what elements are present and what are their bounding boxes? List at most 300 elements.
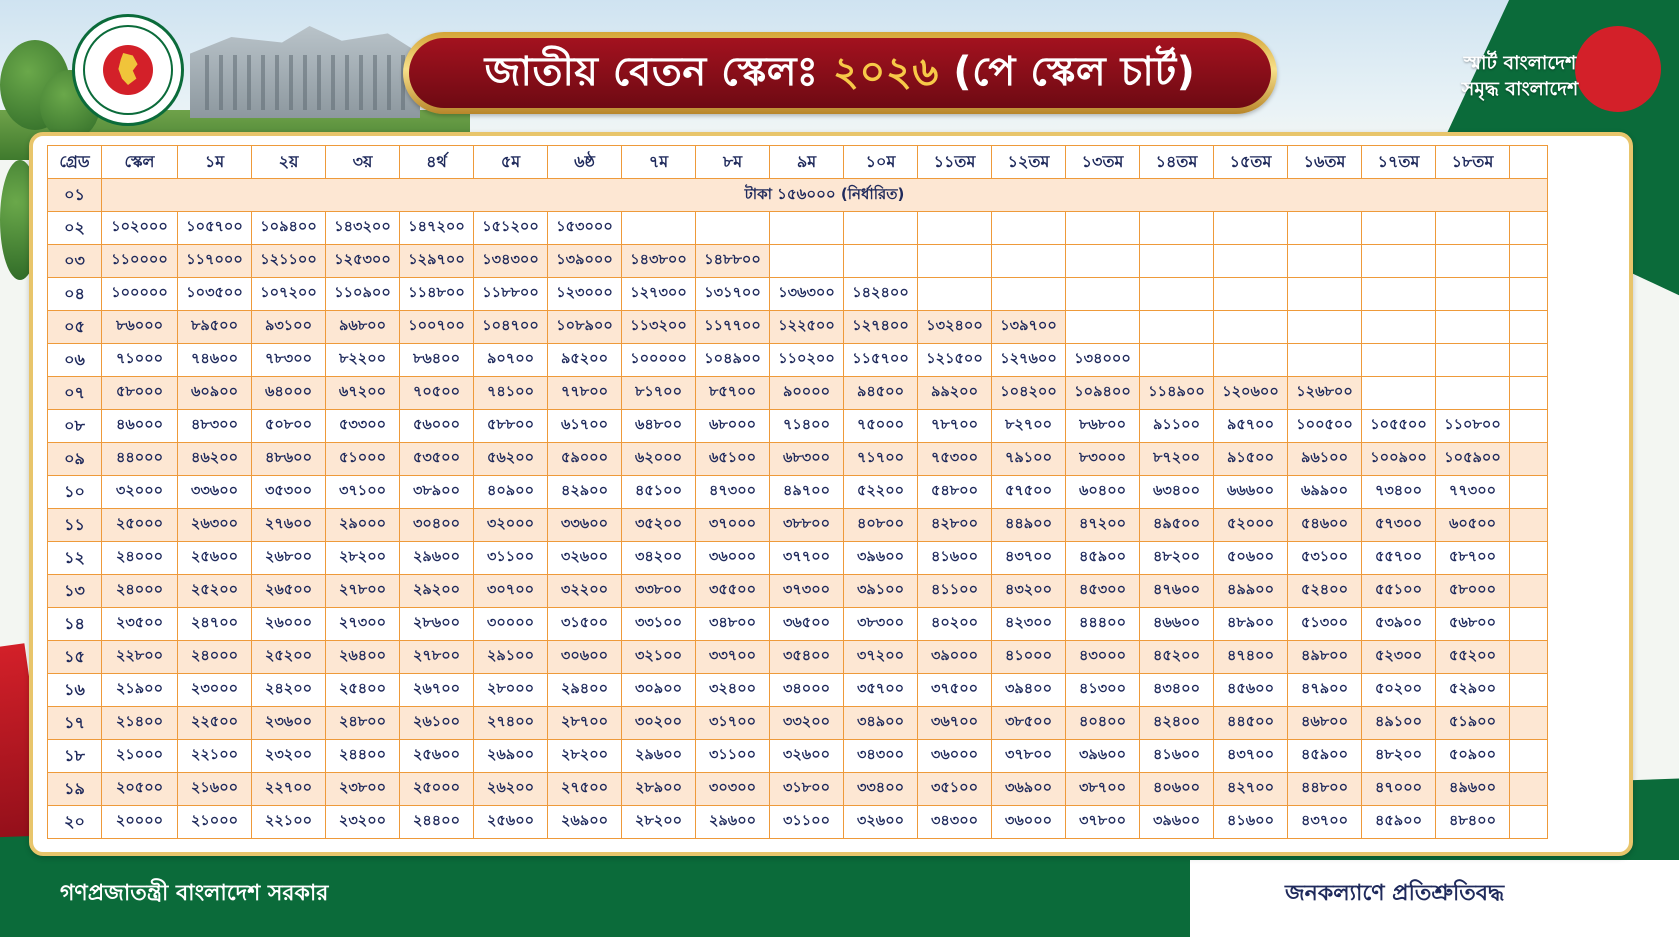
salary-cell: ২৯০০০ bbox=[326, 509, 400, 542]
salary-cell: ১২২৫০০ bbox=[770, 311, 844, 344]
empty-cell bbox=[1288, 344, 1362, 377]
salary-cell: ৪৫৯০০ bbox=[1362, 806, 1436, 839]
empty-cell bbox=[1362, 377, 1436, 410]
salary-cell: ৩৩৮০০ bbox=[622, 575, 696, 608]
salary-cell: ২৮০০০ bbox=[474, 674, 548, 707]
salary-cell: ৩০৬০০ bbox=[548, 641, 622, 674]
salary-cell: ৫৮০০০ bbox=[1436, 575, 1510, 608]
slogan bbox=[1430, 50, 1610, 102]
column-header: ৬ষ্ঠ bbox=[548, 146, 622, 179]
table-row bbox=[48, 575, 1548, 608]
salary-cell: ৪৮৯০০ bbox=[1214, 608, 1288, 641]
salary-cell: ৩৮৮০০ bbox=[770, 509, 844, 542]
salary-cell: ৪২৮০০ bbox=[918, 509, 992, 542]
empty-cell bbox=[918, 278, 992, 311]
empty-cell bbox=[1510, 443, 1548, 476]
salary-cell: ৯৪৫০০ bbox=[844, 377, 918, 410]
salary-cell: ৪০৪০০ bbox=[1066, 707, 1140, 740]
empty-cell bbox=[844, 212, 918, 245]
table-row bbox=[48, 311, 1548, 344]
table-row bbox=[48, 674, 1548, 707]
empty-cell bbox=[1288, 212, 1362, 245]
salary-cell: ২৭৪০০ bbox=[474, 707, 548, 740]
salary-cell: ৩৭৮০০ bbox=[992, 740, 1066, 773]
salary-cell: ১৩৯৭০০ bbox=[992, 311, 1066, 344]
empty-cell bbox=[1066, 245, 1140, 278]
salary-cell: ১৩২৪০০ bbox=[918, 311, 992, 344]
salary-cell: ৩০৭০০ bbox=[474, 575, 548, 608]
empty-cell bbox=[1510, 542, 1548, 575]
salary-cell: ৩৫৭০০ bbox=[844, 674, 918, 707]
salary-cell: ৯৯২০০ bbox=[918, 377, 992, 410]
column-header: ২য় bbox=[252, 146, 326, 179]
salary-cell: ৪৮৩০০ bbox=[178, 410, 252, 443]
empty-cell bbox=[1436, 344, 1510, 377]
salary-cell: ৪৯৭০০ bbox=[770, 476, 844, 509]
salary-cell: ৩৩২০০ bbox=[770, 707, 844, 740]
column-header: ১৪তম bbox=[1140, 146, 1214, 179]
salary-cell: ২১৪০০ bbox=[102, 707, 178, 740]
column-header: ৫ম bbox=[474, 146, 548, 179]
salary-cell: ৪৯১০০ bbox=[1362, 707, 1436, 740]
grade-cell: ১৩ bbox=[48, 575, 102, 608]
salary-cell: ২৫৬০০ bbox=[474, 806, 548, 839]
salary-cell: ৫২২০০ bbox=[844, 476, 918, 509]
title-prefix: জাতীয় বেতন স্কেলঃ bbox=[484, 48, 833, 95]
salary-cell: ৩২২০০ bbox=[548, 575, 622, 608]
empty-cell bbox=[1510, 608, 1548, 641]
salary-cell: ১২৭৬০০ bbox=[992, 344, 1066, 377]
salary-cell: ২৩৫০০ bbox=[102, 608, 178, 641]
salary-cell: ৯৫৭০০ bbox=[1214, 410, 1288, 443]
empty-cell bbox=[1510, 509, 1548, 542]
salary-cell: ১২৩০০০ bbox=[548, 278, 622, 311]
salary-cell: ২২১০০ bbox=[252, 806, 326, 839]
salary-cell: ৪১৬০০ bbox=[918, 542, 992, 575]
salary-cell: ৩৪৯০০ bbox=[844, 707, 918, 740]
salary-cell: ৪৪৮০০ bbox=[1288, 773, 1362, 806]
salary-cell: ৪৯৬০০ bbox=[1436, 773, 1510, 806]
salary-cell: ৫৫৭০০ bbox=[1362, 542, 1436, 575]
title-year: ২০২৬ bbox=[832, 48, 939, 95]
salary-cell: ৪২৪০০ bbox=[1140, 707, 1214, 740]
salary-cell: ৩২৬০০ bbox=[548, 542, 622, 575]
title-banner-inner bbox=[409, 38, 1271, 108]
grade-cell: ২০ bbox=[48, 806, 102, 839]
salary-cell: ৩০৪০০ bbox=[400, 509, 474, 542]
salary-cell: ২৮৭০০ bbox=[548, 707, 622, 740]
grade-cell: ০৩ bbox=[48, 245, 102, 278]
empty-cell bbox=[1362, 212, 1436, 245]
salary-cell: ২৫৬০০ bbox=[178, 542, 252, 575]
salary-cell: ১০০৯০০ bbox=[1362, 443, 1436, 476]
salary-cell: ৭৪৬০০ bbox=[178, 344, 252, 377]
salary-cell: ৭১৪০০ bbox=[770, 410, 844, 443]
empty-cell bbox=[1510, 278, 1548, 311]
salary-cell: ২৫২০০ bbox=[252, 641, 326, 674]
salary-cell: ৫৬৮০০ bbox=[1436, 608, 1510, 641]
salary-cell: ১২৯৭০০ bbox=[400, 245, 474, 278]
empty-cell bbox=[1362, 311, 1436, 344]
salary-cell: ২৪০০০ bbox=[178, 641, 252, 674]
grade-cell: ১৯ bbox=[48, 773, 102, 806]
salary-cell: ১১০২০০ bbox=[770, 344, 844, 377]
empty-cell bbox=[1140, 278, 1214, 311]
salary-cell: ৩৯৬০০ bbox=[844, 542, 918, 575]
salary-cell: ২৪২০০ bbox=[252, 674, 326, 707]
salary-cell: ৩৬০০০ bbox=[992, 806, 1066, 839]
salary-cell: ৪৭৬০০ bbox=[1140, 575, 1214, 608]
salary-cell: ২৬১০০ bbox=[400, 707, 474, 740]
salary-cell: ৪৪০০০ bbox=[102, 443, 178, 476]
salary-cell: ৩৪০০০ bbox=[770, 674, 844, 707]
column-header: ১৫তম bbox=[1214, 146, 1288, 179]
salary-cell: ৬৪০০০ bbox=[252, 377, 326, 410]
empty-cell bbox=[1288, 311, 1362, 344]
salary-cell: ২৪৪০০ bbox=[326, 740, 400, 773]
grade-cell: ১১ bbox=[48, 509, 102, 542]
salary-cell: ২৯১০০ bbox=[474, 641, 548, 674]
salary-cell: ৬৮৩০০ bbox=[770, 443, 844, 476]
salary-cell: ৫৮৭০০ bbox=[1436, 542, 1510, 575]
table-row bbox=[48, 806, 1548, 839]
salary-cell: ২২৭০০ bbox=[252, 773, 326, 806]
salary-cell: ২৪৪০০ bbox=[400, 806, 474, 839]
salary-cell: ৩৫২০০ bbox=[622, 509, 696, 542]
empty-cell bbox=[1066, 278, 1140, 311]
salary-cell: ২৬২০০ bbox=[474, 773, 548, 806]
grade-cell: ০৭ bbox=[48, 377, 102, 410]
salary-cell: ৩৭৫০০ bbox=[918, 674, 992, 707]
salary-cell: ১০০৭০০ bbox=[400, 311, 474, 344]
column-header: ১৩তম bbox=[1066, 146, 1140, 179]
salary-cell: ১৪৩৮০০ bbox=[622, 245, 696, 278]
grade-cell: ১৮ bbox=[48, 740, 102, 773]
salary-cell: ১৪৭২০০ bbox=[400, 212, 474, 245]
salary-cell: ২৩০০০ bbox=[178, 674, 252, 707]
salary-cell: ৫২৪০০ bbox=[1288, 575, 1362, 608]
empty-cell bbox=[1066, 311, 1140, 344]
salary-cell: ৩১১০০ bbox=[474, 542, 548, 575]
salary-cell: ৪৭৯০০ bbox=[1288, 674, 1362, 707]
table-row bbox=[48, 212, 1548, 245]
salary-cell: ৫৩৩০০ bbox=[326, 410, 400, 443]
grade-cell: ১৬ bbox=[48, 674, 102, 707]
salary-cell: ৭১০০০ bbox=[102, 344, 178, 377]
salary-cell: ৪৫২০০ bbox=[1140, 641, 1214, 674]
salary-cell: ৪৬৬০০ bbox=[1140, 608, 1214, 641]
salary-cell: ৬২০০০ bbox=[622, 443, 696, 476]
salary-cell: ১২১১০০ bbox=[252, 245, 326, 278]
empty-cell bbox=[1510, 806, 1548, 839]
salary-cell: ২৯৬০০ bbox=[696, 806, 770, 839]
salary-cell: ১২৫৩০০ bbox=[326, 245, 400, 278]
salary-cell: ২২১০০ bbox=[178, 740, 252, 773]
salary-cell: ২৮৯০০ bbox=[622, 773, 696, 806]
salary-cell: ৫৭৫০০ bbox=[992, 476, 1066, 509]
salary-cell: ১০০০০০ bbox=[102, 278, 178, 311]
table-row bbox=[48, 608, 1548, 641]
salary-cell: ৩৭৮০০ bbox=[1066, 806, 1140, 839]
empty-cell bbox=[1510, 377, 1548, 410]
salary-cell: ৪৩৭০০ bbox=[992, 542, 1066, 575]
empty-cell bbox=[1214, 212, 1288, 245]
empty-cell bbox=[770, 212, 844, 245]
grade-cell: ০২ bbox=[48, 212, 102, 245]
table-row bbox=[48, 344, 1548, 377]
salary-cell: ৫৪৬০০ bbox=[1288, 509, 1362, 542]
salary-cell: ৩৯৬০০ bbox=[1140, 806, 1214, 839]
empty-cell bbox=[1214, 278, 1288, 311]
table-header-row bbox=[48, 146, 1548, 179]
salary-cell: ৪৯৯০০ bbox=[1214, 575, 1288, 608]
salary-cell: ১০৯৪০০ bbox=[252, 212, 326, 245]
salary-cell: ৪৮৬০০ bbox=[252, 443, 326, 476]
salary-cell: ২৬৭০০ bbox=[400, 674, 474, 707]
empty-cell bbox=[1510, 575, 1548, 608]
empty-cell bbox=[1436, 212, 1510, 245]
salary-cell: ৭১৭০০ bbox=[844, 443, 918, 476]
salary-cell: ২৭৮০০ bbox=[400, 641, 474, 674]
salary-cell: ৩৭১০০ bbox=[326, 476, 400, 509]
salary-cell: ৩০৯০০ bbox=[622, 674, 696, 707]
salary-cell: ৭৭৮০০ bbox=[548, 377, 622, 410]
column-header: ৪র্থ bbox=[400, 146, 474, 179]
salary-cell: ৫০২০০ bbox=[1362, 674, 1436, 707]
salary-cell: ১৪৩২০০ bbox=[326, 212, 400, 245]
grade-cell: ০৫ bbox=[48, 311, 102, 344]
salary-cell: ১০৫৭০০ bbox=[178, 212, 252, 245]
salary-cell: ৩৩৬০০ bbox=[548, 509, 622, 542]
empty-cell bbox=[1288, 278, 1362, 311]
salary-cell: ২১০০০ bbox=[102, 740, 178, 773]
column-header bbox=[1510, 146, 1548, 179]
grade-cell: ০৯ bbox=[48, 443, 102, 476]
salary-cell: ২০৫০০ bbox=[102, 773, 178, 806]
salary-cell: ৯০০০০ bbox=[770, 377, 844, 410]
table-row bbox=[48, 641, 1548, 674]
empty-cell bbox=[1140, 212, 1214, 245]
salary-cell: ১২৬৮০০ bbox=[1288, 377, 1362, 410]
salary-cell: ৩৪৮০০ bbox=[696, 608, 770, 641]
empty-cell bbox=[1436, 377, 1510, 410]
salary-cell: ৪২৩০০ bbox=[992, 608, 1066, 641]
salary-cell: ১০৪৭০০ bbox=[474, 311, 548, 344]
salary-cell: ৫২৩০০ bbox=[1362, 641, 1436, 674]
salary-cell: ৩৩১০০ bbox=[622, 608, 696, 641]
empty-cell bbox=[1362, 344, 1436, 377]
column-header: ১৮তম bbox=[1436, 146, 1510, 179]
salary-cell: ৫৩৫০০ bbox=[400, 443, 474, 476]
salary-cell: ৮৬৪০০ bbox=[400, 344, 474, 377]
salary-cell: ১৩৯০০০ bbox=[548, 245, 622, 278]
salary-cell: ৩৮৯০০ bbox=[400, 476, 474, 509]
salary-cell: ৫২০০০ bbox=[1214, 509, 1288, 542]
empty-cell bbox=[992, 212, 1066, 245]
salary-cell: ৩৬০০০ bbox=[696, 542, 770, 575]
salary-cell: ৮৯৫০০ bbox=[178, 311, 252, 344]
salary-cell: ৪৭৩০০ bbox=[696, 476, 770, 509]
salary-cell: ৩৫১০০ bbox=[918, 773, 992, 806]
salary-cell: ২৮২০০ bbox=[326, 542, 400, 575]
salary-cell: ৯৬৮০০ bbox=[326, 311, 400, 344]
salary-cell: ২১৯০০ bbox=[102, 674, 178, 707]
salary-cell: ৪৭০০০ bbox=[1362, 773, 1436, 806]
empty-cell bbox=[918, 245, 992, 278]
salary-cell: ২৩৬০০ bbox=[252, 707, 326, 740]
salary-cell: ৪৮২০০ bbox=[1140, 542, 1214, 575]
salary-cell: ১০২০০০ bbox=[102, 212, 178, 245]
salary-cell: ১২০৬০০ bbox=[1214, 377, 1288, 410]
salary-cell: ১০৫৫০০ bbox=[1362, 410, 1436, 443]
empty-cell bbox=[1510, 707, 1548, 740]
slogan-line-1: স্মার্ট বাংলাদেশ bbox=[1463, 52, 1577, 74]
column-header: ১০ম bbox=[844, 146, 918, 179]
salary-cell: ১০৫৯০০ bbox=[1436, 443, 1510, 476]
salary-cell: ৫৩১০০ bbox=[1288, 542, 1362, 575]
salary-cell: ২৬৮০০ bbox=[252, 542, 326, 575]
salary-cell: ১০৩৫০০ bbox=[178, 278, 252, 311]
empty-cell bbox=[1510, 311, 1548, 344]
salary-cell: ১২৭৪০০ bbox=[844, 311, 918, 344]
salary-cell: ৭৯১০০ bbox=[992, 443, 1066, 476]
salary-cell: ৫৭৩০০ bbox=[1362, 509, 1436, 542]
salary-cell: ১২১৫০০ bbox=[918, 344, 992, 377]
salary-cell: ৬৫১০০ bbox=[696, 443, 770, 476]
salary-cell: ৪০২০০ bbox=[918, 608, 992, 641]
empty-cell bbox=[1436, 245, 1510, 278]
salary-cell: ৫৮৮০০ bbox=[474, 410, 548, 443]
column-header: ১ম bbox=[178, 146, 252, 179]
salary-cell: ২২৫০০ bbox=[178, 707, 252, 740]
salary-cell: ৩৯০০০ bbox=[918, 641, 992, 674]
salary-cell: ৩৬৯০০ bbox=[992, 773, 1066, 806]
table-row bbox=[48, 476, 1548, 509]
salary-cell: ২৫০০০ bbox=[102, 509, 178, 542]
salary-cell: ৪১১০০ bbox=[918, 575, 992, 608]
salary-cell: ১১৮৮০০ bbox=[474, 278, 548, 311]
salary-cell: ৫৬০০০ bbox=[400, 410, 474, 443]
salary-cell: ৬৭২০০ bbox=[326, 377, 400, 410]
title-suffix: (পে স্কেল চার্ট) bbox=[938, 48, 1196, 95]
salary-cell: ৪৫৬০০ bbox=[1214, 674, 1288, 707]
salary-cell: ৮৩০০০ bbox=[1066, 443, 1140, 476]
salary-cell: ১০০০০০ bbox=[622, 344, 696, 377]
column-header: গ্রেড bbox=[48, 146, 102, 179]
empty-cell bbox=[1436, 311, 1510, 344]
salary-cell: ৯১৫০০ bbox=[1214, 443, 1288, 476]
empty-cell bbox=[1510, 773, 1548, 806]
salary-cell: ৪১৩০০ bbox=[1066, 674, 1140, 707]
salary-cell: ৬০৯০০ bbox=[178, 377, 252, 410]
salary-cell: ৪৫৩০০ bbox=[1066, 575, 1140, 608]
fixed-salary-cell: টাকা ১৫৬০০০ (নির্ধারিত) bbox=[102, 179, 1548, 212]
salary-cell: ৩০০০০ bbox=[474, 608, 548, 641]
salary-cell: ৩৭০০০ bbox=[696, 509, 770, 542]
empty-cell bbox=[1510, 641, 1548, 674]
salary-cell: ৪৩০০০ bbox=[1066, 641, 1140, 674]
salary-cell: ২৭৮০০ bbox=[326, 575, 400, 608]
salary-cell: ৩৬৭০০ bbox=[918, 707, 992, 740]
salary-cell: ২৩২০০ bbox=[326, 806, 400, 839]
salary-cell: ৩৪৩০০ bbox=[844, 740, 918, 773]
salary-cell: ৪৬২০০ bbox=[178, 443, 252, 476]
grade-cell: ০৪ bbox=[48, 278, 102, 311]
empty-cell bbox=[844, 245, 918, 278]
salary-cell: ৩৯১০০ bbox=[844, 575, 918, 608]
salary-cell: ৩১৭০০ bbox=[696, 707, 770, 740]
salary-cell: ২৮২০০ bbox=[548, 740, 622, 773]
salary-cell: ৩৩৪০০ bbox=[844, 773, 918, 806]
salary-cell: ১০৪৯০০ bbox=[696, 344, 770, 377]
salary-cell: ৫৪৮০০ bbox=[918, 476, 992, 509]
salary-cell: ৬৯৯০০ bbox=[1288, 476, 1362, 509]
salary-cell: ১১০৮০০ bbox=[1436, 410, 1510, 443]
grade-cell: ১০ bbox=[48, 476, 102, 509]
table-row bbox=[48, 410, 1548, 443]
salary-cell: ৫৬২০০ bbox=[474, 443, 548, 476]
salary-cell: ৮২২০০ bbox=[326, 344, 400, 377]
empty-cell bbox=[992, 245, 1066, 278]
salary-cell: ১৫১২০০ bbox=[474, 212, 548, 245]
salary-cell: ৫০৬০০ bbox=[1214, 542, 1288, 575]
salary-cell: ৩১৮০০ bbox=[770, 773, 844, 806]
salary-cell: ৬৩৪০০ bbox=[1140, 476, 1214, 509]
salary-cell: ৩৪২০০ bbox=[622, 542, 696, 575]
salary-cell: ৪৭২০০ bbox=[1066, 509, 1140, 542]
column-header: ১৭তম bbox=[1362, 146, 1436, 179]
salary-cell: ৪৫৯০০ bbox=[1066, 542, 1140, 575]
salary-cell: ৬৪৮০০ bbox=[622, 410, 696, 443]
salary-cell: ১১৭০০০ bbox=[178, 245, 252, 278]
column-header: ৩য় bbox=[326, 146, 400, 179]
table-row bbox=[48, 509, 1548, 542]
building-windows bbox=[205, 55, 405, 110]
empty-cell bbox=[1362, 278, 1436, 311]
salary-cell: ১০০৫০০ bbox=[1288, 410, 1362, 443]
salary-cell: ২২৮০০ bbox=[102, 641, 178, 674]
table-row bbox=[48, 542, 1548, 575]
salary-cell: ২৯৬০০ bbox=[622, 740, 696, 773]
salary-cell: ২৪০০০ bbox=[102, 575, 178, 608]
salary-cell: ১০৭২০০ bbox=[252, 278, 326, 311]
salary-cell: ৩২৬০০ bbox=[770, 740, 844, 773]
empty-cell bbox=[1510, 740, 1548, 773]
salary-cell: ১০৮৯০০ bbox=[548, 311, 622, 344]
empty-cell bbox=[1214, 344, 1288, 377]
empty-cell bbox=[1362, 245, 1436, 278]
salary-cell: ৫০৯০০ bbox=[1436, 740, 1510, 773]
salary-cell: ৪১৬০০ bbox=[1214, 806, 1288, 839]
salary-cell: ৩৭৩০০ bbox=[770, 575, 844, 608]
salary-cell: ২৫৪০০ bbox=[326, 674, 400, 707]
pay-scale-panel bbox=[29, 132, 1633, 856]
salary-cell: ৪২৯০০ bbox=[548, 476, 622, 509]
salary-cell: ৪১০০০ bbox=[992, 641, 1066, 674]
salary-cell: ২০০০০ bbox=[102, 806, 178, 839]
salary-cell: ৬০৫০০ bbox=[1436, 509, 1510, 542]
salary-cell: ১১৪৯০০ bbox=[1140, 377, 1214, 410]
salary-cell: ৪০৬০০ bbox=[1140, 773, 1214, 806]
salary-cell: ৩১১০০ bbox=[696, 740, 770, 773]
empty-cell bbox=[992, 278, 1066, 311]
salary-cell: ১১০৯০০ bbox=[326, 278, 400, 311]
salary-cell: ৮৫৭০০ bbox=[696, 377, 770, 410]
salary-cell: ৯১১০০ bbox=[1140, 410, 1214, 443]
salary-cell: ৯৩১০০ bbox=[252, 311, 326, 344]
salary-cell: ১৩১৭০০ bbox=[696, 278, 770, 311]
salary-cell: ১৫৩০০০ bbox=[548, 212, 622, 245]
